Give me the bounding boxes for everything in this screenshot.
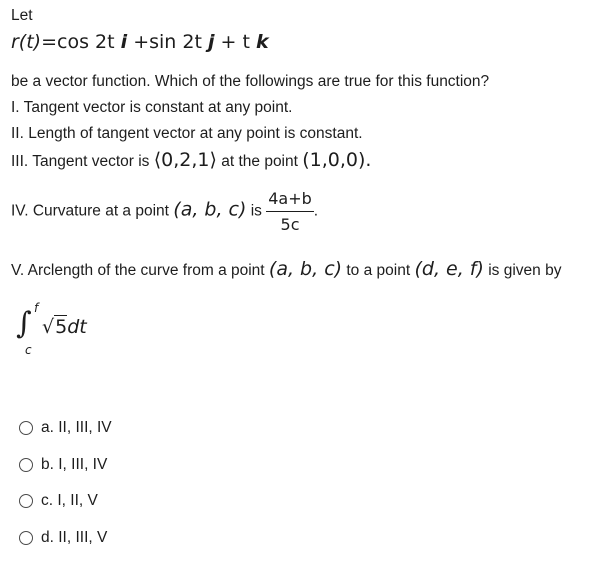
statement-5-middle: to a point — [346, 262, 411, 279]
radio-d[interactable] — [19, 531, 33, 545]
radio-a[interactable] — [19, 421, 33, 435]
unit-vector-i: i — [120, 31, 128, 53]
statement-3-prefix: III. Tangent vector is — [11, 153, 150, 170]
unit-vector-k: k — [255, 31, 269, 53]
statement-3 — [11, 149, 371, 171]
equation-lhs: r(t)= — [11, 31, 58, 53]
option-c[interactable] — [19, 492, 98, 510]
unit-vector-j: j — [207, 31, 215, 53]
curvature-point: (a, b, c) — [173, 198, 247, 221]
point-value: (1,0,0). — [302, 149, 372, 171]
option-a-label[interactable]: a. II, III, IV — [41, 419, 112, 436]
statement-3-middle: at the point — [221, 153, 298, 170]
curvature-fraction — [266, 189, 314, 234]
integral-lower-limit: c — [25, 343, 32, 357]
statement-1: I. Tangent vector is constant at any point. — [11, 99, 293, 116]
statement-4-prefix: IV. Curvature at a point — [11, 202, 169, 220]
statement-5 — [11, 258, 561, 280]
option-b-label[interactable]: b. I, III, IV — [41, 456, 108, 473]
differential: dt — [67, 316, 87, 338]
integrand — [42, 316, 87, 338]
statement-5-end: is given by — [488, 262, 562, 279]
option-c-label[interactable]: c. I, II, V — [41, 492, 98, 509]
arclength-start-point: (a, b, c) — [268, 258, 343, 280]
tangent-vector-value: ⟨0,2,1⟩ — [153, 149, 217, 171]
statement-4-end: . — [313, 202, 319, 220]
fraction-denominator: 5c — [280, 215, 300, 234]
square-root-symbol: √ — [42, 316, 55, 338]
option-b[interactable] — [19, 456, 107, 474]
statement-5-prefix: V. Arclength of the curve from a point — [11, 262, 265, 279]
radicand: 5 — [55, 316, 68, 338]
equation-term3: + t — [220, 31, 250, 53]
integral-sign: ∫ — [16, 306, 32, 341]
arclength-integral — [14, 302, 134, 362]
statement-2: II. Length of tangent vector at any point is constant. — [11, 125, 363, 142]
equation-term1: cos 2t — [57, 31, 115, 53]
statement-4-is: is — [250, 202, 262, 220]
question-text: be a vector function. Which of the followings are true for this function? — [11, 73, 490, 90]
vector-function-equation — [11, 31, 269, 53]
equation-term2: +sin 2t — [133, 31, 202, 53]
option-a[interactable] — [19, 419, 112, 437]
statement-4 — [11, 189, 318, 234]
fraction-numerator: 4a+b — [266, 189, 314, 212]
arclength-end-point: (d, e, f) — [414, 258, 484, 280]
option-d-label[interactable]: d. II, III, V — [41, 529, 108, 546]
radio-b[interactable] — [19, 458, 33, 472]
intro-let: Let — [11, 7, 33, 24]
radio-c[interactable] — [19, 494, 33, 508]
integral-upper-limit: f — [34, 301, 39, 315]
option-d[interactable] — [19, 529, 107, 547]
